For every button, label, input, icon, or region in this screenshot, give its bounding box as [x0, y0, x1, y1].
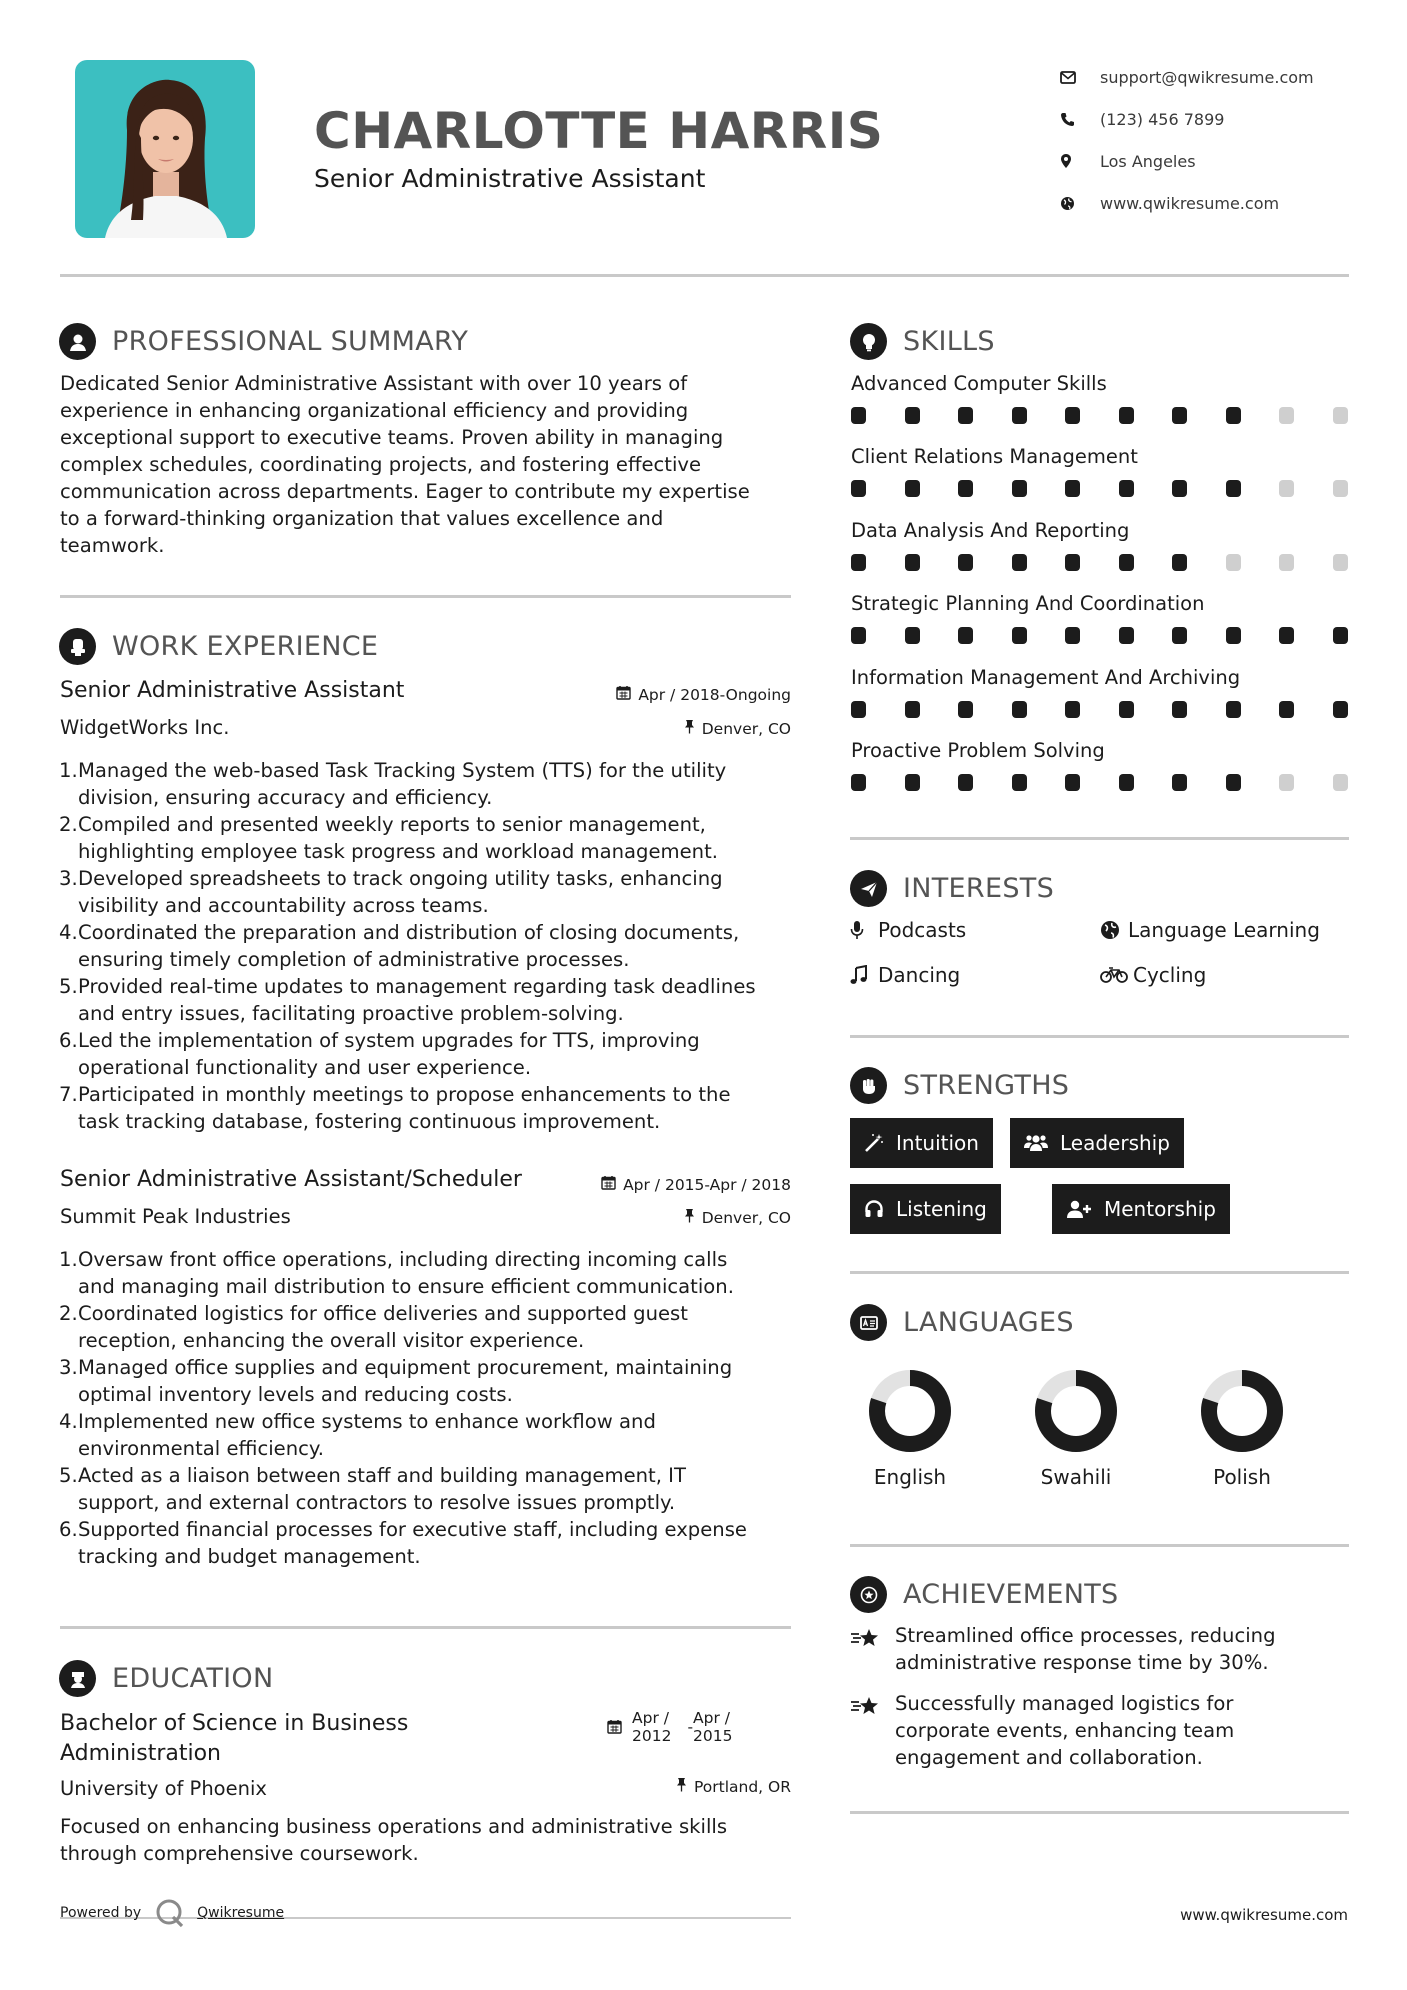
summary-line: complex schedules, coordinating projects, and fostering effective	[60, 453, 702, 476]
rating-dot-filled	[851, 627, 866, 644]
strengths-divider	[850, 1271, 1349, 1274]
calendar-icon	[616, 685, 631, 704]
calendar-icon	[601, 1175, 616, 1194]
strength-chip-intuition	[850, 1118, 993, 1168]
rating-dot-filled	[905, 554, 920, 571]
shooting-star-icon	[850, 1690, 895, 1771]
rating-dot-filled	[905, 627, 920, 644]
skill-name: Data Analysis And Reporting	[851, 518, 1130, 542]
summary-line: communication across departments. Eager to contribute my expertise	[60, 480, 750, 503]
summary-heading	[59, 323, 468, 360]
list-item: Oversaw front office operations, including directing incoming calls and managing mail distribution to ensure efficient communication.	[78, 1248, 734, 1298]
skill-rating	[851, 627, 1349, 644]
rating-dot-filled	[1226, 407, 1241, 424]
pushpin-icon	[684, 1208, 695, 1227]
contact-location	[1060, 140, 1380, 182]
list-item: Developed spreadsheets to track ongoing utility tasks, enhancing visibility and accountability across teams.	[78, 867, 723, 917]
microphone-icon	[850, 920, 878, 940]
rating-dot-filled	[1172, 554, 1187, 571]
education-heading	[59, 1660, 273, 1697]
brand-link[interactable]: Qwikresume	[197, 1905, 285, 1921]
skills-title: SKILLS	[903, 326, 995, 357]
education-location-text: Portland, OR	[693, 1777, 791, 1796]
summary-text	[60, 370, 800, 559]
rating-dot-filled	[1012, 774, 1027, 791]
footer-website[interactable]: www.qwikresume.com	[1180, 1906, 1348, 1924]
strengths-heading	[850, 1067, 1069, 1104]
interests-title: INTERESTS	[903, 873, 1055, 904]
skill-rating	[851, 774, 1349, 791]
job-2-title: Senior Administrative Assistant/Scheduler	[60, 1167, 522, 1192]
interest-dancing	[850, 963, 960, 987]
skill-rating	[851, 701, 1349, 718]
rating-dot-filled	[1226, 774, 1241, 791]
rating-dot-filled	[958, 554, 973, 571]
achievement-text: Successfully managed logistics for corporate events, enhancing team engagement and collaboration.	[895, 1692, 1235, 1769]
skill-rating	[851, 554, 1349, 571]
summary-title: PROFESSIONAL SUMMARY	[112, 326, 469, 357]
rating-dot-filled	[851, 774, 866, 791]
job-2-duties	[59, 1246, 799, 1570]
lightbulb-icon	[850, 323, 887, 360]
job-1-title: Senior Administrative Assistant	[60, 678, 405, 703]
rating-dot-filled	[1119, 701, 1134, 718]
date-separator: -	[687, 1718, 694, 1736]
job-1-date	[500, 685, 791, 704]
rating-dot-filled	[1172, 627, 1187, 644]
envelope-icon	[1060, 71, 1100, 84]
skills-heading	[850, 323, 995, 360]
rating-dot-filled	[905, 407, 920, 424]
interests-heading	[850, 870, 1054, 907]
summary-line: experience in enhancing organizational efficiency and providing	[60, 399, 689, 422]
achievement-text: Streamlined office processes, reducing administrative response time by 30%.	[895, 1624, 1276, 1674]
list-item: Managed the web-based Task Tracking System (TTS) for the utility division, ensuring accuracy and efficiency.	[78, 759, 727, 809]
users-icon	[1024, 1133, 1048, 1153]
list-item: Implemented new office systems to enhance workflow and environmental efficiency.	[78, 1410, 656, 1460]
rating-dot-filled	[1065, 774, 1080, 791]
interests-divider	[850, 1035, 1349, 1038]
interest-label: Podcasts	[878, 918, 967, 942]
rating-dot-empty	[1279, 480, 1294, 497]
rating-dot-filled	[958, 480, 973, 497]
rating-dot-filled	[958, 627, 973, 644]
job-1-location-text: Denver, CO	[701, 719, 791, 738]
interest-label: Dancing	[878, 963, 961, 987]
interest-podcasts	[850, 918, 966, 942]
rating-dot-filled	[905, 774, 920, 791]
rating-dot-filled	[958, 774, 973, 791]
job-2-date	[500, 1175, 791, 1194]
strengths-title: STRENGTHS	[903, 1070, 1070, 1101]
list-item: Participated in monthly meetings to propose enhancements to the task tracking database, fostering continuous improvement.	[78, 1083, 731, 1133]
job-1-duties	[59, 757, 799, 1135]
rating-dot-filled	[1065, 701, 1080, 718]
rating-dot-empty	[1333, 774, 1348, 791]
contact-phone[interactable]	[1060, 98, 1380, 140]
rating-dot-filled	[1065, 480, 1080, 497]
education-description: Focused on enhancing business operations and administrative skills through comprehensive coursework.	[60, 1815, 728, 1865]
rating-dot-filled	[1226, 627, 1241, 644]
contact-email-text: support@qwikresume.com	[1100, 67, 1314, 87]
rating-dot-filled	[1012, 554, 1027, 571]
calendar-icon	[607, 1709, 622, 1738]
pushpin-icon	[684, 719, 695, 738]
rating-dot-empty	[1333, 407, 1348, 424]
achievement-item	[850, 1690, 1234, 1771]
rating-dot-filled	[905, 480, 920, 497]
summary-line: Dedicated Senior Administrative Assistant with over 10 years of	[60, 372, 688, 395]
contact-location-text: Los Angeles	[1100, 151, 1196, 171]
rating-dot-filled	[851, 480, 866, 497]
rating-dot-filled	[1119, 774, 1134, 791]
interest-label: Language Learning	[1128, 918, 1320, 942]
list-item: Provided real-time updates to management regarding task deadlines and entry issues, facilitating proactive problem-solving.	[78, 975, 756, 1025]
list-item: Compiled and presented weekly reports to senior management, highlighting employee task progress and workload management.	[78, 813, 718, 863]
job-2-company: Summit Peak Industries	[60, 1205, 291, 1228]
rating-dot-filled	[1172, 407, 1187, 424]
rating-dot-filled	[1172, 774, 1187, 791]
school-name: University of Phoenix	[60, 1777, 267, 1800]
strength-label: Leadership	[1060, 1131, 1170, 1155]
contact-phone-text: (123) 456 7899	[1100, 109, 1225, 129]
list-item: Supported financial processes for executive staff, including expense tracking and budget management.	[78, 1518, 747, 1568]
achievements-divider	[850, 1811, 1349, 1814]
languages-title: LANGUAGES	[903, 1307, 1074, 1338]
rating-dot-empty	[1279, 774, 1294, 791]
work-divider	[60, 1626, 791, 1629]
job-2-location	[500, 1208, 791, 1227]
briefcase-icon	[59, 628, 96, 665]
magic-wand-icon	[864, 1133, 884, 1153]
degree-line: Administration	[60, 1741, 221, 1766]
summary-line: exceptional support to executive teams. Proven ability in managing	[60, 426, 724, 449]
phone-icon	[1060, 112, 1100, 127]
strength-chip-listening	[850, 1184, 1001, 1234]
rating-dot-filled	[851, 701, 866, 718]
strength-label: Mentorship	[1104, 1197, 1216, 1221]
skill-name: Information Management And Archiving	[851, 665, 1241, 689]
education-location	[500, 1777, 791, 1796]
language-name: English	[873, 1465, 947, 1489]
list-item: Led the implementation of system upgrades for TTS, improving operational functionality and user experience.	[78, 1029, 700, 1079]
rating-dot-filled	[1279, 701, 1294, 718]
skill-rating	[851, 480, 1349, 497]
strength-chip-leadership	[1010, 1118, 1184, 1168]
rating-dot-filled	[1119, 407, 1134, 424]
contact-block	[1060, 56, 1380, 224]
achievement-item	[850, 1622, 1276, 1676]
globe-icon	[1060, 196, 1100, 211]
rating-dot-filled	[1119, 627, 1134, 644]
footer-powered-by	[60, 1898, 284, 1928]
rating-dot-filled	[1119, 480, 1134, 497]
user-plus-icon	[1066, 1199, 1092, 1219]
rating-dot-filled	[958, 407, 973, 424]
languages-divider	[850, 1544, 1349, 1547]
job-2-location-text: Denver, CO	[701, 1208, 791, 1227]
education-date-end: Apr / 2015	[693, 1709, 733, 1745]
summary-line: to a forward-thinking organization that values excellence and	[60, 507, 664, 530]
language-ring	[860, 1361, 960, 1465]
languages-heading	[850, 1304, 1074, 1341]
list-item: Coordinated logistics for office deliveries and supported guest reception, enhancing the overall visitor experience.	[78, 1302, 688, 1352]
globe-icon	[1100, 920, 1128, 940]
language-ring	[1192, 1361, 1292, 1465]
skill-name: Client Relations Management	[851, 445, 1138, 469]
degree-line: Bachelor of Science in Business	[60, 1711, 409, 1736]
rating-dot-filled	[1065, 554, 1080, 571]
skill-name: Advanced Computer Skills	[851, 372, 1107, 395]
profile-photo	[75, 60, 255, 238]
rating-dot-empty	[1226, 554, 1241, 571]
rating-dot-filled	[851, 554, 866, 571]
summary-divider	[60, 595, 791, 598]
education-title: EDUCATION	[112, 1663, 274, 1694]
candidate-name: CHARLOTTE HARRIS	[314, 102, 884, 160]
rating-dot-filled	[1226, 701, 1241, 718]
strength-chip-mentorship	[1052, 1184, 1230, 1234]
rating-dot-filled	[1279, 627, 1294, 644]
language-ring	[1026, 1361, 1126, 1465]
rating-dot-filled	[1012, 627, 1027, 644]
contact-email[interactable]	[1060, 56, 1380, 98]
powered-by-label: Powered by	[60, 1905, 142, 1921]
music-note-icon	[850, 965, 878, 985]
map-pin-icon	[1060, 153, 1100, 169]
work-title: WORK EXPERIENCE	[112, 631, 379, 662]
rating-dot-filled	[1333, 627, 1348, 644]
rating-dot-empty	[1333, 480, 1348, 497]
list-item: Coordinated the preparation and distribution of closing documents, ensuring timely completion of administrative processes.	[78, 921, 740, 971]
rating-dot-filled	[851, 407, 866, 424]
work-heading	[59, 628, 378, 665]
strength-label: Listening	[896, 1197, 987, 1221]
rating-dot-filled	[1333, 701, 1348, 718]
achievements-heading	[850, 1576, 1119, 1613]
award-icon	[850, 1576, 887, 1613]
contact-website[interactable]	[1060, 182, 1380, 224]
degree-title	[60, 1709, 408, 1769]
rating-dot-filled	[1012, 407, 1027, 424]
job-1-company: WidgetWorks Inc.	[60, 716, 230, 739]
job-1-date-text: Apr / 2018-Ongoing	[638, 685, 791, 704]
rating-dot-filled	[905, 701, 920, 718]
rating-dot-filled	[1012, 701, 1027, 718]
qwikresume-logo-icon	[155, 1898, 185, 1928]
job-2-date-text: Apr / 2015-Apr / 2018	[623, 1175, 791, 1194]
rating-dot-filled	[1172, 701, 1187, 718]
headphones-icon	[864, 1199, 884, 1219]
interest-label: Cycling	[1133, 963, 1207, 987]
rating-dot-filled	[1226, 480, 1241, 497]
language-name: Swahili	[1040, 1465, 1112, 1489]
interest-language-learning	[1100, 918, 1320, 942]
list-item: Managed office supplies and equipment procurement, maintaining optimal inventory levels and reducing costs.	[78, 1356, 733, 1406]
rating-dot-filled	[1012, 480, 1027, 497]
language-name: Polish	[1213, 1465, 1271, 1489]
skill-name: Strategic Planning And Coordination	[851, 592, 1205, 616]
rating-dot-filled	[958, 701, 973, 718]
rating-dot-filled	[1172, 480, 1187, 497]
skill-name: Proactive Problem Solving	[851, 739, 1105, 762]
rating-dot-filled	[1119, 554, 1134, 571]
rating-dot-empty	[1279, 554, 1294, 571]
rating-dot-empty	[1279, 407, 1294, 424]
rating-dot-filled	[1065, 627, 1080, 644]
language-card-icon	[850, 1304, 887, 1341]
rating-dot-empty	[1333, 554, 1348, 571]
skill-rating	[851, 407, 1349, 424]
paper-plane-icon	[850, 870, 887, 907]
pushpin-icon	[676, 1777, 687, 1796]
shooting-star-icon	[850, 1622, 895, 1676]
list-item: Acted as a liaison between staff and building management, IT support, and external contractors to resolve issues promptly.	[78, 1464, 686, 1514]
achievements-title: ACHIEVEMENTS	[903, 1579, 1119, 1610]
job-1-location	[500, 719, 791, 738]
candidate-role: Senior Administrative Assistant	[314, 164, 706, 193]
fist-icon	[850, 1067, 887, 1104]
summary-line: teamwork.	[60, 534, 165, 557]
skills-divider	[850, 837, 1349, 840]
interest-cycling	[1100, 963, 1206, 987]
user-icon	[59, 323, 96, 360]
header-divider	[60, 274, 1349, 277]
rating-dot-filled	[1065, 407, 1080, 424]
education-date-start: Apr / 2012	[632, 1709, 672, 1745]
strength-label: Intuition	[896, 1131, 979, 1155]
bicycle-icon	[1100, 966, 1133, 984]
education-date	[607, 1709, 733, 1745]
contact-website-text: www.qwikresume.com	[1100, 193, 1280, 213]
graduate-icon	[59, 1660, 96, 1697]
